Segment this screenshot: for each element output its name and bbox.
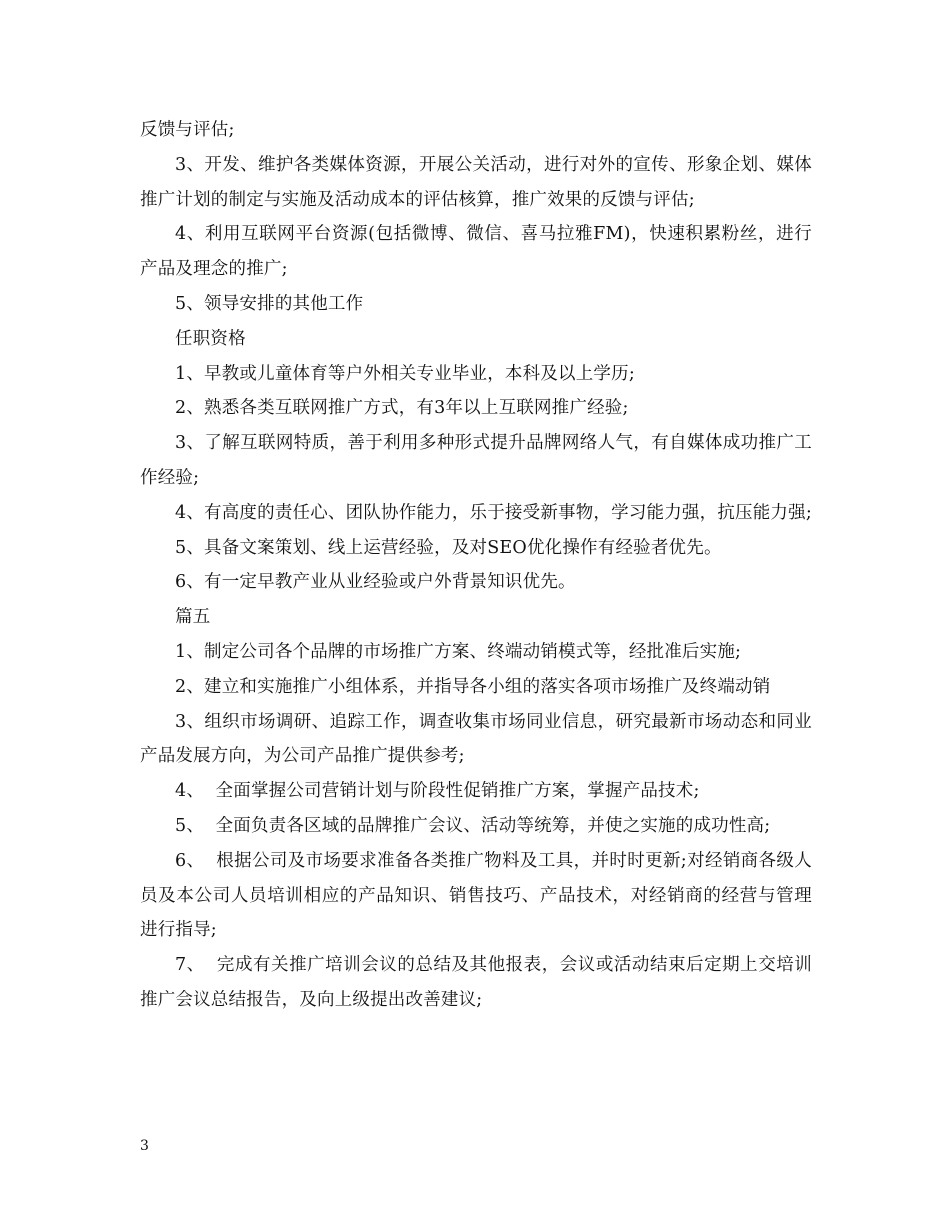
page-number: 3 [140,1138,149,1154]
paragraph: 5、 全面负责各区域的品牌推广会议、活动等统筹，并使之实施的成功性高; [175,815,771,836]
paragraph: 4、有高度的责任心、团队协作能力，乐于接受新事物，学习能力强，抗压能力强; [175,502,812,523]
paragraph: 2、熟悉各类互联网推广方式，有3年以上互联网推广经验; [175,398,629,419]
paragraph: 1、早教或儿童体育等户外相关专业毕业，本科及以上学历; [175,363,635,384]
paragraph: 3、了解互联网特质，善于利用多种形式提升品牌网络人气，有自媒体成功推广工作经验; [140,433,812,488]
paragraph: 5、领导安排的其他工作 [175,293,364,314]
paragraph: 7、 完成有关推广培训会议的总结及其他报表，会议或活动结束后定期上交培训推广会议总结报告，及向上级提出改善建议; [140,955,812,1010]
paragraph: 5、具备文案策划、线上运营经验，及对SEO优化操作有经验者优先。 [175,537,722,558]
section-heading: 任职资格 [175,328,246,349]
paragraph: 2、建立和实施推广小组体系，并指导各小组的落实各项市场推广及终端动销 [175,676,771,697]
document-body [140,113,812,1018]
section-heading: 篇五 [175,607,211,628]
paragraph: 3、组织市场调研、追踪工作，调查收集市场同业信息，研究最新市场动态和同业产品发展方向，为公司产品推广提供参考; [140,711,812,767]
paragraph: 3、开发、维护各类媒体资源，开展公关活动，进行对外的宣传、形象企划、媒体推广计划的制定与实施及活动成本的评估核算，推广效果的反馈与评估; [140,154,812,210]
paragraph: 反馈与评估; [140,120,235,140]
paragraph: 1、制定公司各个品牌的市场推广方案、终端动销模式等，经批准后实施; [175,641,742,662]
paragraph: 6、有一定早教产业从业经验或户外背景知识优先。 [175,572,576,593]
paragraph: 4、利用互联网平台资源(包括微博、微信、喜马拉雅FM)，快速积累粉丝，进行产品及理念的推广; [140,224,812,280]
paragraph: 6、 根据公司及市场要求准备各类推广物料及工具，并时时更新;对经销商各级人员及本公司人员培训相应的产品知识、销售技巧、产品技术，对经销商的经营与管理进行指导; [140,850,812,941]
paragraph: 4、 全面掌握公司营销计划与阶段性促销推广方案，掌握产品技术; [175,781,700,802]
